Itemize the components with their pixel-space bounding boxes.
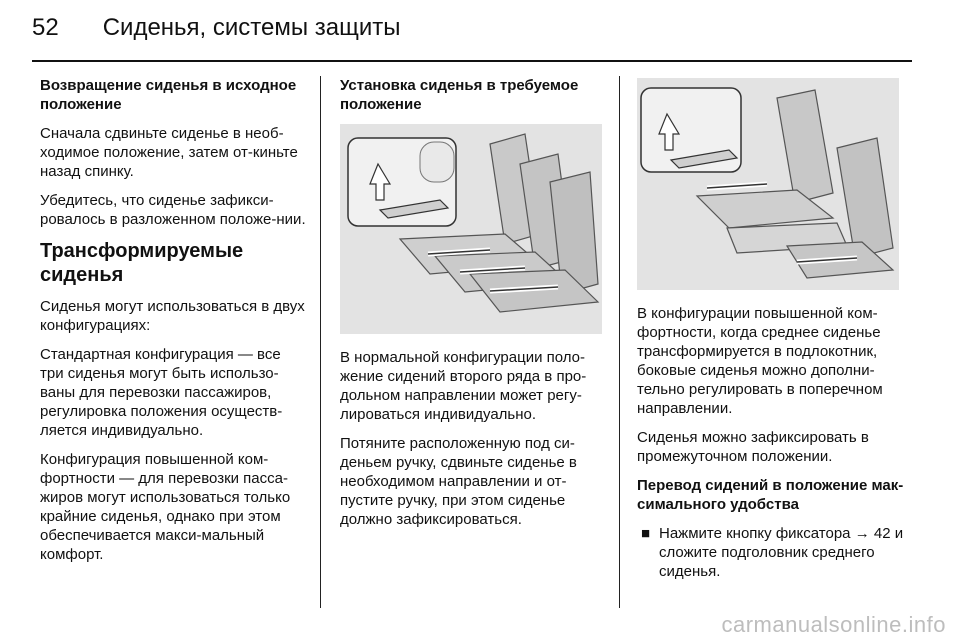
cross-reference-link[interactable]: 42	[873, 525, 891, 542]
bullet-square-icon: ■	[641, 525, 651, 542]
paragraph: В конфигурации повышенной ком-фортности, когда среднее сиденье трансформируется в подлокотник, боковые сиденья можно дополни-тельно регулировать в поперечном направлении.	[637, 305, 883, 417]
section-heading-return-seat: Возвращение сиденья в исходное положение	[40, 77, 297, 113]
instruction-bullet	[641, 524, 905, 581]
page-title: Сиденья, системы защиты	[102, 14, 401, 41]
paragraph: Сиденья могут использоваться в двух конфигурациях:	[40, 298, 305, 334]
seat-adjust-illustration	[340, 124, 602, 334]
section-heading-max-comfort: Перевод сидений в положение мак-симального удобства	[637, 477, 904, 513]
header-divider	[32, 60, 912, 62]
cross-reference-arrow-icon: →	[854, 525, 870, 542]
column-2	[340, 76, 602, 539]
paragraph: Сиденья можно зафиксировать в промежуточном положении.	[637, 429, 869, 465]
paragraph: Конфигурация повышенной ком-фортности — для перевозки пасса-жиров могут использоваться только крайние сиденья, однако при этом обеспечивается макси-мальный комфорт.	[40, 451, 291, 563]
comfort-seats-drawing	[637, 78, 899, 290]
watermark: carmanualsonline.info	[721, 612, 946, 637]
section-heading-convertible-seats: Трансформируемые сиденья	[40, 240, 244, 286]
section-heading-seat-adjust: Установка сиденья в требуемое положение	[340, 77, 579, 113]
paragraph: В нормальной конфигурации поло-жение сидений второго ряда в про-дольном направлении может регу-лироваться индивидуально.	[340, 349, 587, 423]
column-1	[40, 76, 308, 574]
paragraph: Сначала сдвиньте сиденье в необ-ходимое положение, затем от-киньте назад спинку.	[40, 125, 298, 180]
bullet-text: Нажмите кнопку фиксатора → 42 и сложите подголовник среднего сиденья.	[659, 525, 904, 580]
page-header	[32, 14, 401, 58]
comfort-config-illustration	[637, 78, 899, 290]
paragraph: Стандартная конфигурация — все три сиденья могут быть использо-ваны для перевозки пассажиров, регулировка положения осуществ-ляется индивидуально.	[40, 346, 283, 439]
paragraph: Потяните расположенную под си-деньем ручку, сдвиньте сиденье в необходимом направлении и от-пустите ручку, при этом сиденье должно зафиксироваться.	[340, 435, 577, 528]
column-divider	[320, 76, 321, 608]
seat-row-drawing	[340, 124, 602, 334]
page-number: 52	[32, 14, 59, 41]
column-divider	[619, 76, 620, 608]
paragraph: Убедитесь, что сиденье зафикси-ровалось в разложенном положе-нии.	[40, 192, 306, 228]
column-3	[637, 76, 905, 581]
